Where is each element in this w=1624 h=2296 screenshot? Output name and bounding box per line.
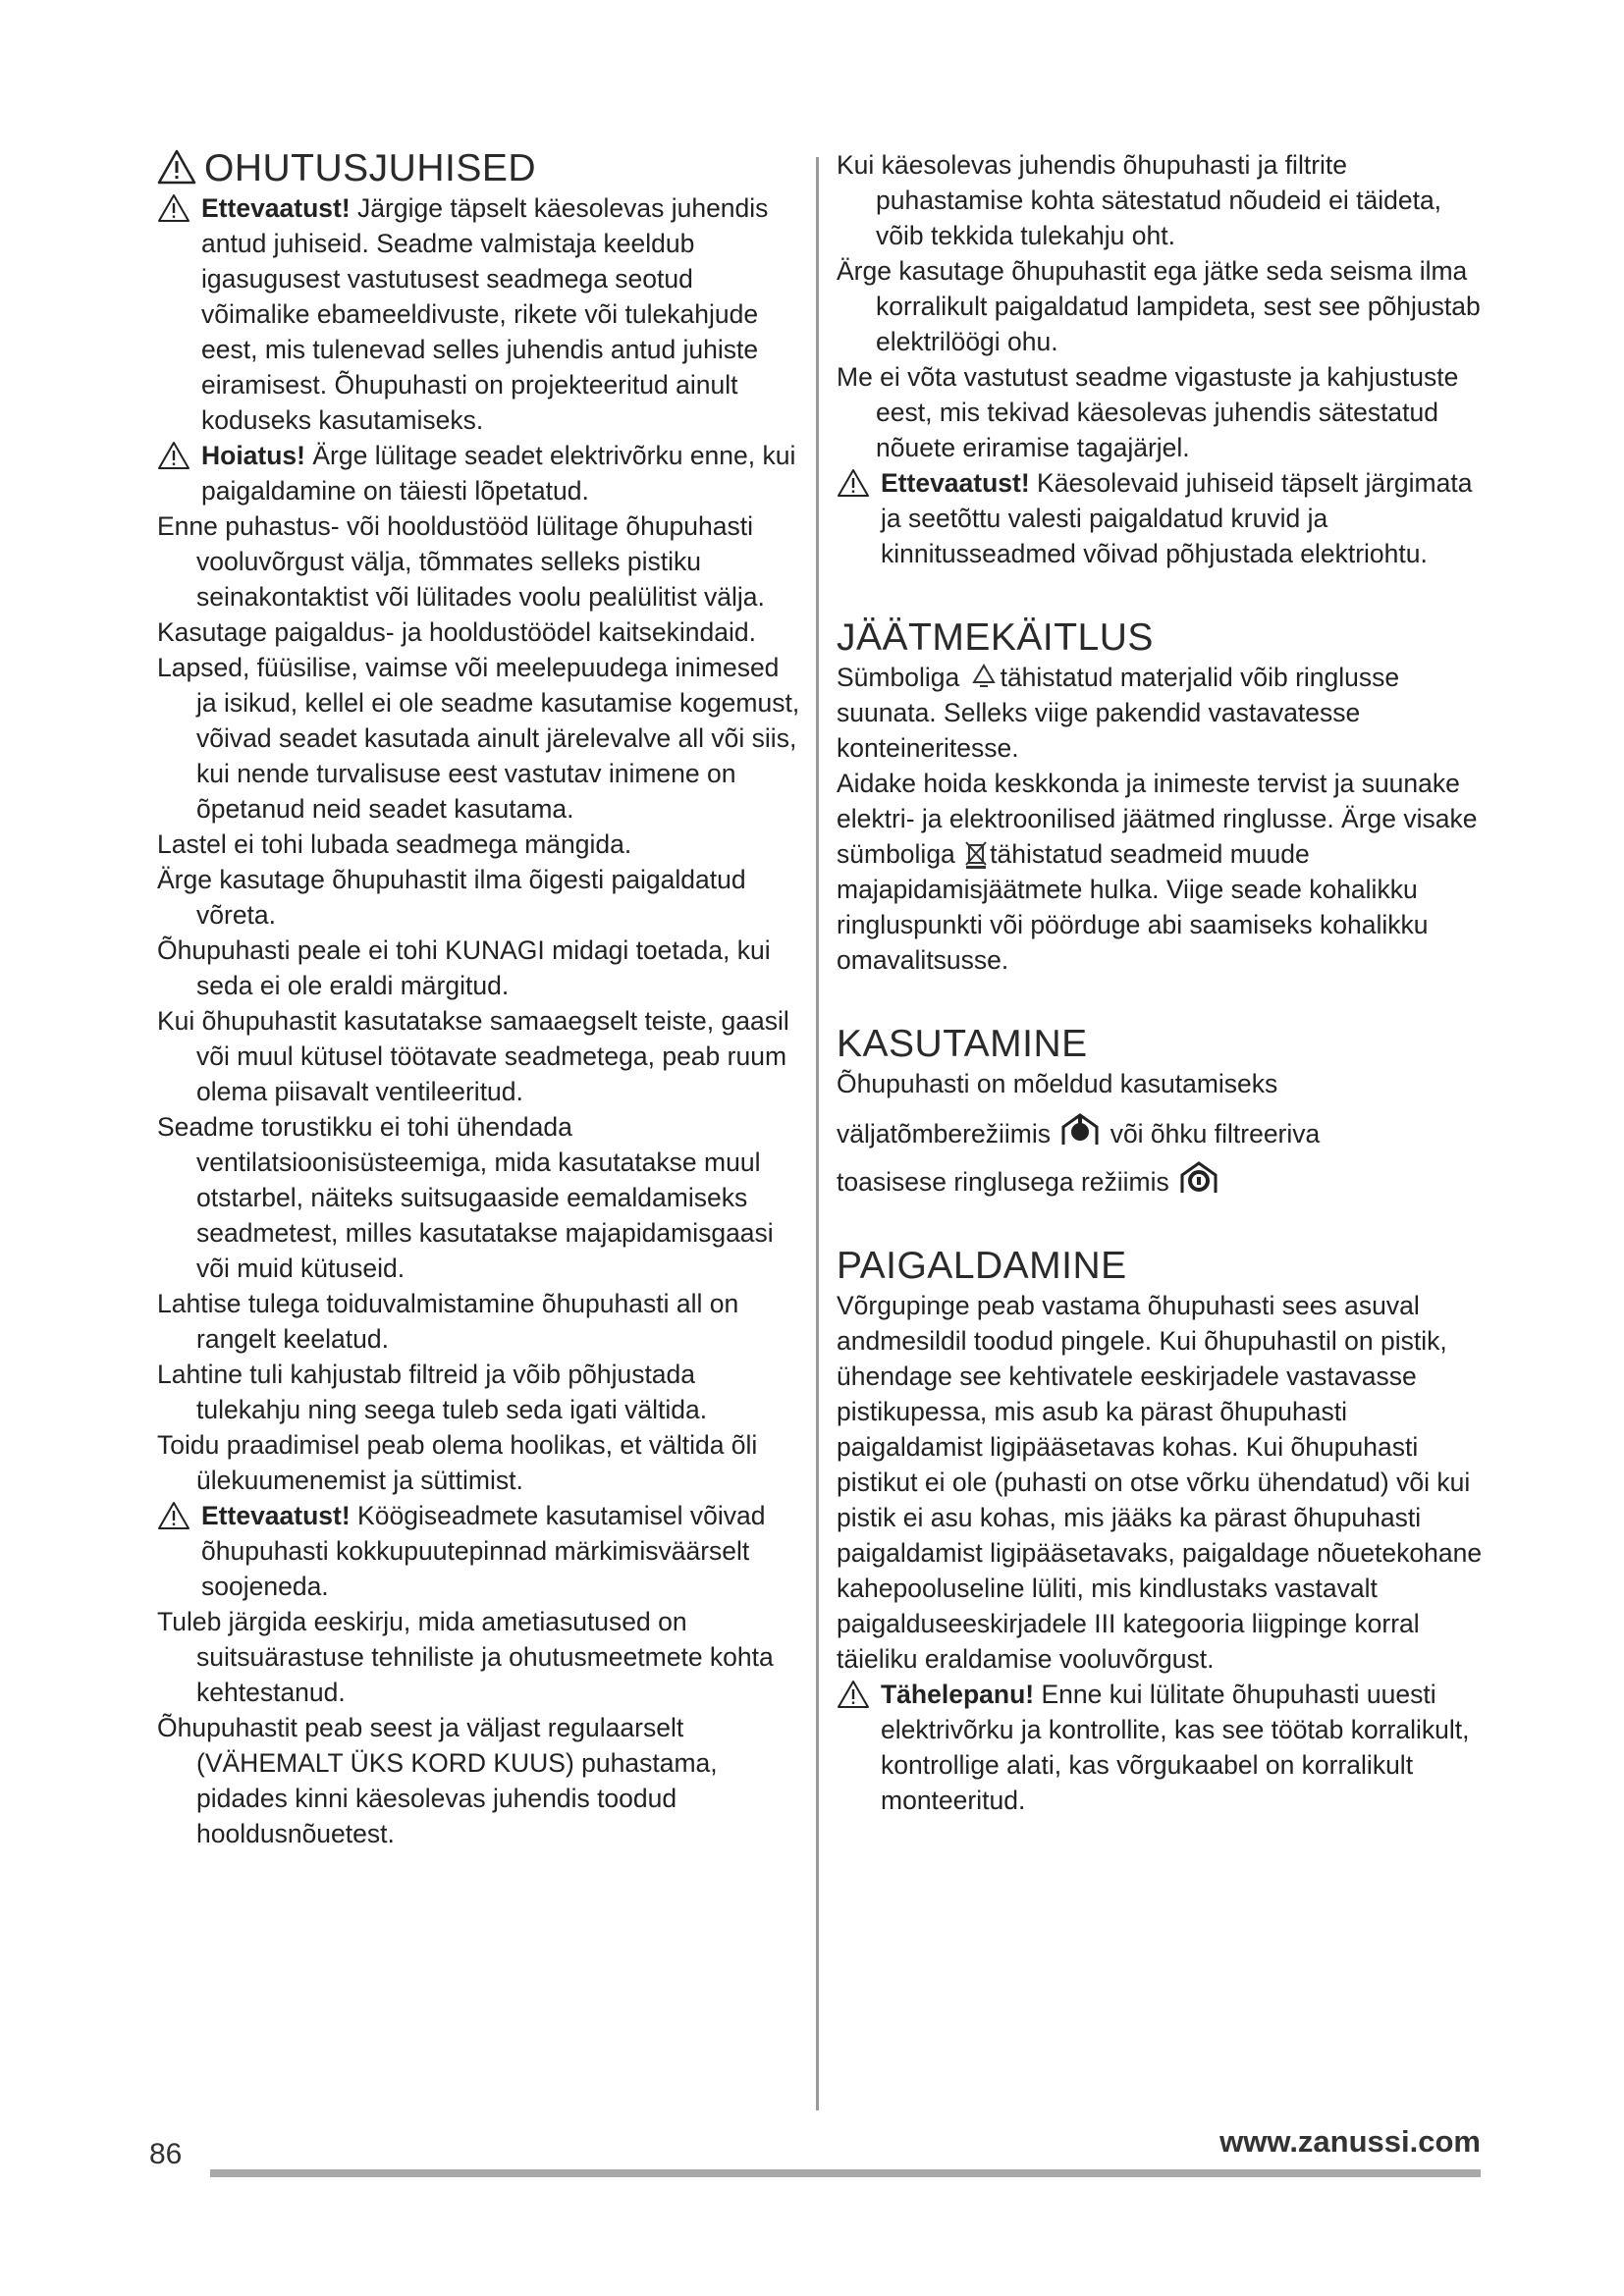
crossed-bin-icon [964, 839, 988, 869]
warning-icon [837, 1680, 870, 1709]
column-divider [816, 157, 819, 2110]
instruction-item: Enne puhastus- või hooldustööd lülitage õhupuhasti vooluvõrgust välja, tõmmates selleks pistiku seinakontaktist või lülitades voolu pealülitist välja. [157, 511, 765, 612]
instruction-item: Tuleb järgida eeskirju, mida ametiasutused on suitsuärastuse tehniliste ja ohutusmeetmete kohta kehtestanud. [157, 1607, 774, 1707]
instruction-item: Me ei võta vastutust seadme vigastuste ja kahjustuste eest, mis tekivad käesolevas juhendis sätestatud nõuete eriramise tagajärjel. [837, 362, 1459, 462]
installation-warning: Tähelepanu! Enne kui lülitate õhupuhasti uuesti elektrivõrku ja kontrollite, kas see töötab korralikult, kontrollige alati, kas võrgukaabel on korralikult monteeritud. [837, 1677, 1485, 1818]
instruction-item: Kasutage paigaldus- ja hooldustöödel kaitsekindaid. [157, 617, 756, 647]
section-heading-safety: OHUTUSJUHISED [157, 147, 805, 190]
disposal-paragraph-2: Aidake hoida keskkonda ja inimeste tervist ja suunake elektri- ja elektroonilised jäätmed ringlusse. Ärge visake sümboliga tähistatud seadmeid muude majapidamisjäätmete hulka. Viige seade kohalikku ringluspunkti või pöörduge abi saamiseks kohalikku omavalitsusse. [837, 769, 1478, 975]
extraction-mode-icon [1059, 1111, 1101, 1148]
instruction-item: Lapsed, füüsilise, vaimse või meelepuudega inimesed ja isikud, kellel ei ole seadme kasutamise kogemust, võivad seadet kasutada ainult järelevalve all või siis, kui nende turvalisuse eest vastutav inimene on õpetanud neid seadet kasutama. [157, 653, 800, 824]
usage-text [837, 1066, 1485, 1200]
safety-instructions [157, 190, 805, 1851]
footer-rule [210, 2169, 1481, 2177]
footer-url: www.zanussi.com [1219, 2124, 1481, 2159]
instruction-item: Õhupuhastit peab seest ja väljast regulaarselt (VÄHEMALT ÜKS KORD KUUS) puhastama, pidades kinni käesolevas juhendis toodud hooldusnõuetest. [157, 1713, 718, 1848]
warning-icon [157, 149, 196, 185]
instruction-item: Kui õhupuhastit kasutatakse samaaegselt teiste, gaasil või muul kütusel töötavate seadmetega, peab ruum olema piisavalt ventileeritud. [157, 1006, 789, 1106]
instruction-item: Lahtise tulega toiduvalmistamine õhupuhasti all on rangelt keelatud. [157, 1289, 739, 1354]
warning-icon [157, 193, 190, 223]
warning-block: Ettevaatust! Järgige täpselt käesolevas juhendis antud juhiseid. Seadme valmistaja keeldub igasugusest vastutusest seadmega seotud võimalike ebameeldivuste, rikete või tulekahjude eest, mis tulenevad selles juhendis antud juhiste eiramisest. Õhupuhasti on projekteeritud ainult koduseks kasutamiseks. [157, 190, 805, 438]
disposal-text [837, 660, 1485, 978]
section-heading-installation: PAIGALDAMINE [837, 1245, 1127, 1287]
installation-text [837, 1288, 1485, 1818]
instruction-item: Ärge kasutage õhupuhastit ilma õigesti paigaldatud võreta. [157, 865, 746, 930]
section-heading-usage: KASUTAMINE [837, 1023, 1088, 1065]
left-column [157, 147, 805, 1851]
safety-instructions-continued [837, 147, 1485, 571]
installation-paragraph: Võrgupinge peab vastama õhupuhasti sees asuval andmesildil toodud pingele. Kui õhupuhastil on pistik, ühendage see kehtivatele eeskirjadele vastavasse pistikupessa, mis asub ka pärast õhupuhasti paigaldamist ligipääsetavas kohas. Kui õhupuhasti pistikut ei ole (puhasti on otse võrku ühendatud) või kui pistik ei asu kohas, mis jääks ka pärast õhupuhasti paigaldamist ligipääsetavaks, paigaldage nõuetekohane kahepooluseline lüliti, mis kindlustaks vastavalt paigalduseeskirjadele III kategooria liigpinge korral täieliku eraldamise vooluvõrgust. [837, 1291, 1483, 1674]
warning-block: Ettevaatust! Köögiseadmete kasutamisel võivad õhupuhasti kokkupuutepinnad märkimisväärselt soojeneda. [157, 1498, 805, 1604]
instruction-item: Ärge kasutage õhupuhastit ega jätke seda seisma ilma korralikult paigaldatud lampideta, sest see põhjustab elektrilöögi ohu. [837, 256, 1481, 356]
warning-block: Ettevaatust! Käesolevaid juhiseid täpselt järgimata ja seetõttu valesti paigaldatud kruvid ja kinnitusseadmed võivad põhjustada elektriohtu. [837, 465, 1485, 571]
recycle-icon [969, 663, 999, 692]
instruction-item: Kui käesolevas juhendis õhupuhasti ja filtrite puhastamise kohta sätestatud nõudeid ei täideta, võib tekkida tulekahju oht. [837, 150, 1442, 250]
recirculation-mode-icon [1178, 1159, 1219, 1197]
section-heading-disposal: JÄÄTMEKÄITLUS [837, 616, 1154, 659]
warning-icon [157, 441, 190, 470]
page-number: 86 [149, 2138, 183, 2170]
usage-line-3: toasisese ringlusega režiimis [837, 1159, 1485, 1200]
disposal-paragraph-1: Sümboliga tähistatud materjalid võib ringlusse suunata. Selleks viige pakendid vastavatesse konteineritesse. [837, 663, 1400, 763]
usage-line-1: Õhupuhasti on mõeldud kasutamiseks [837, 1069, 1278, 1098]
warning-icon [837, 468, 870, 498]
instruction-item: Õhupuhasti peale ei tohi KUNAGI midagi toetada, kui seda ei ole eraldi märgitud. [157, 935, 771, 1000]
right-column [837, 147, 1485, 1818]
warning-icon [157, 1501, 190, 1530]
usage-line-2: väljatõmberežiimis või õhku filtreeriva [837, 1111, 1485, 1151]
instruction-item: Seadme torustikku ei tohi ühendada ventilatsioonisüsteemiga, mida kasutatakse muul otstarbel, näiteks suitsugaaside eemaldamiseks seadmetest, milles kasutatakse majapidamisgaasi või muid kütuseid. [157, 1112, 774, 1283]
warning-block: Hoiatus! Ärge lülitage seadet elektrivõrku enne, kui paigaldamine on täiesti lõpetatud. [157, 438, 805, 508]
instruction-item: Lastel ei tohi lubada seadmega mängida. [157, 829, 632, 859]
instruction-item: Toidu praadimisel peab olema hoolikas, et vältida õli ülekuumenemist ja süttimist. [157, 1430, 758, 1495]
instruction-item: Lahtine tuli kahjustab filtreid ja võib põhjustada tulekahju ning seega tuleb seda igati vältida. [157, 1360, 708, 1424]
